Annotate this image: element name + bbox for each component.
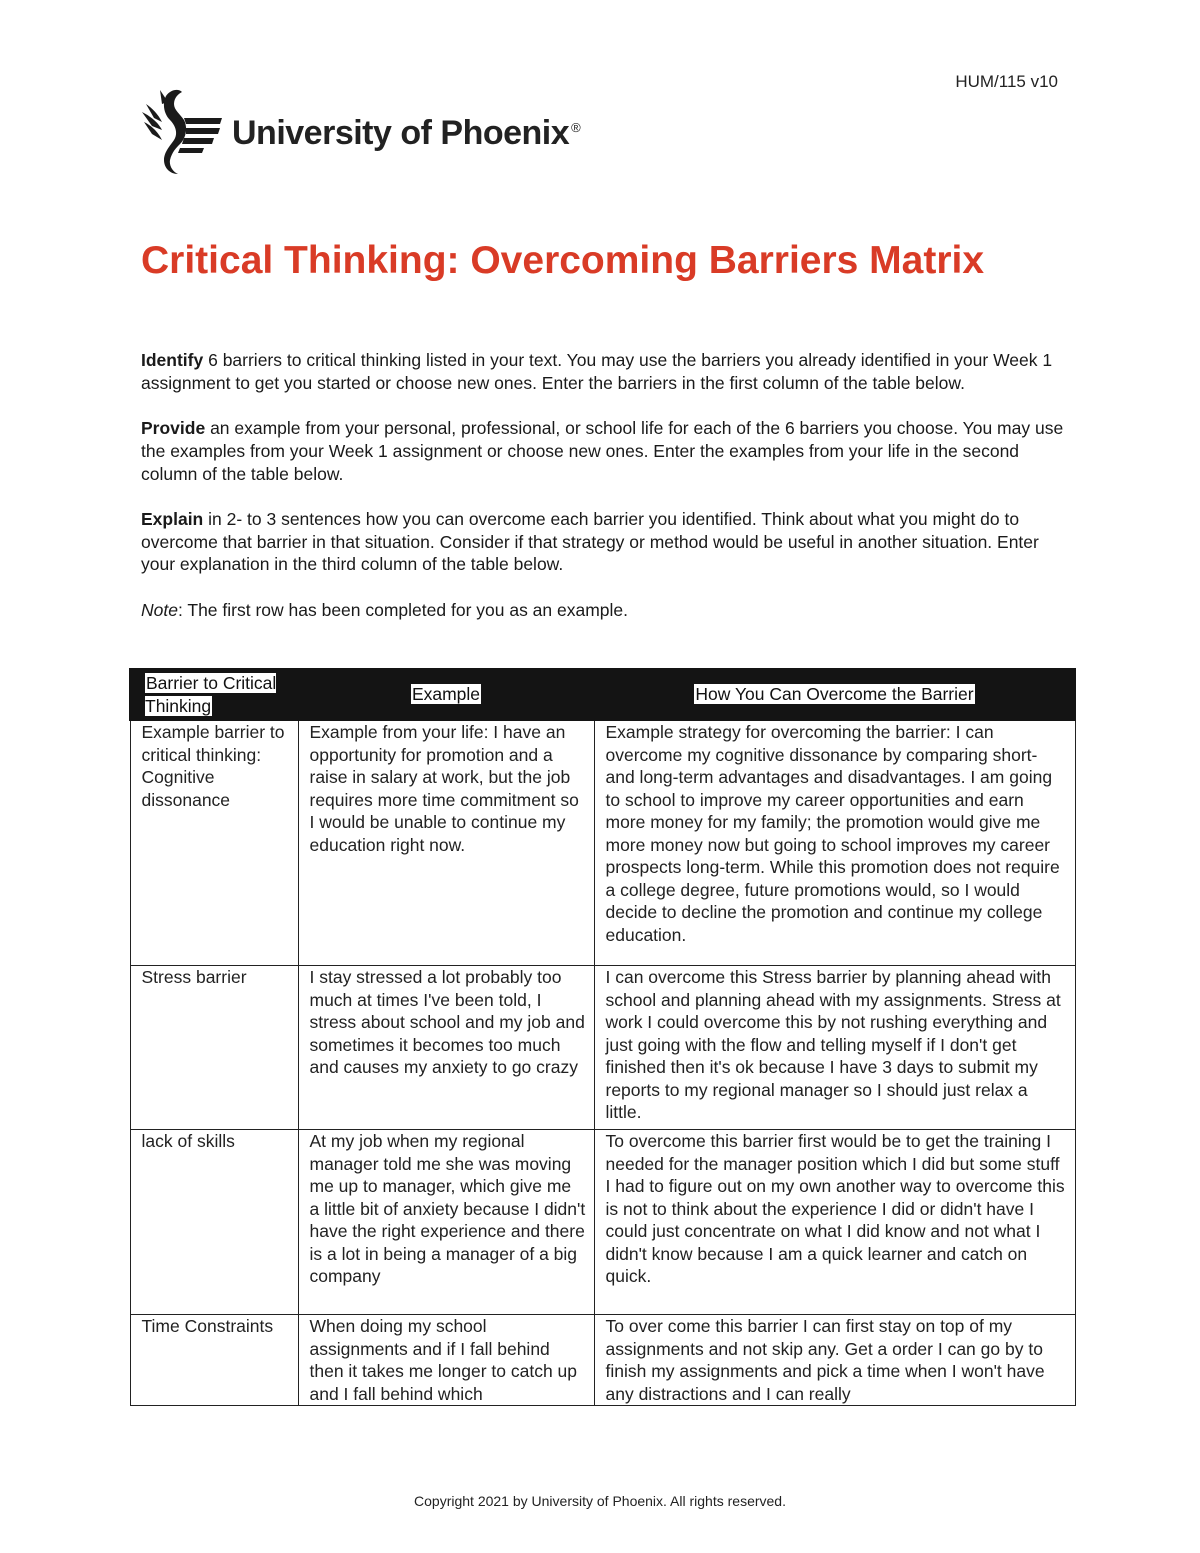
overcome-cell[interactable]: To overcome this barrier first would be to get the training I needed for the manager position which I did but some stuff I had to figure out on my own another way to overcome this is not to think about the experience I did or didn't have I could just concentrate on what I did know and not what I didn't know because I am a quick learner and catch on quick. [594,1130,1075,1315]
header-overcome: How You Can Overcome the Barrier [594,669,1075,720]
example-cell[interactable]: I stay stressed a lot probably too much at times I've been told, I stress about school and my job and sometimes it becomes too much and causes my anxiety to go crazy [298,966,594,1130]
table-row [130,1315,1075,1406]
header-example: Example [298,669,594,720]
table-header-row [130,669,1075,720]
instruction-note: Note: The first row has been completed for you as an example. [141,599,629,620]
course-code: HUM/115 v10 [955,72,1058,91]
instruction-explain: Explain in 2- to 3 sentences how you can overcome each barrier you identified. Think about what you might do to overcome that barrier in that situation. Consider if that strategy or method would be useful in another situation. Enter your explanation in the third column of the table below. [141,508,1039,575]
example-cell[interactable]: When doing my school assignments and if I fall behind then it takes me longer to catch up and I fall behind which [298,1315,594,1406]
barrier-cell[interactable]: Example barrier to critical thinking: Cognitive dissonance [130,720,298,966]
instructions [141,349,1066,644]
example-cell[interactable]: At my job when my regional manager told me she was moving me up to manager, which give me a little bit of anxiety because I didn't have the right experience and there is a lot in being a manager of a big company [298,1130,594,1315]
table-row [130,966,1075,1130]
header-barrier: Barrier to Critical Thinking [130,669,298,720]
instruction-provide: Provide an example from your personal, professional, or school life for each of the 6 barriers you choose. You may use the examples from your Week 1 assignment or choose new ones. Enter the examples from your life in the second column of the table below. [141,418,1064,484]
logo-wordmark: University of Phoenix ® [232,113,581,152]
barriers-matrix-table [129,668,1076,1406]
university-logo [140,82,580,178]
page-title: Critical Thinking: Overcoming Barriers Matrix [141,239,985,282]
table-row [130,1130,1075,1315]
barrier-cell[interactable]: Stress barrier [130,966,298,1130]
phoenix-bird-icon [140,82,224,178]
table-row [130,720,1075,966]
instruction-identify: Identify 6 barriers to critical thinking listed in your text. You may use the barriers you already identified in your Week 1 assignment to get you started or choose new ones. Enter the barriers in the first column of the table below. [141,350,1053,393]
barrier-cell[interactable]: Time Constraints [130,1315,298,1406]
overcome-cell[interactable]: I can overcome this Stress barrier by planning ahead with school and planning ahead with my assignments. Stress at work I could overcome this by not rushing everything and just going with the flow and telling myself if I don't get finished then it's ok because I have 3 days to submit my reports to my regional manager so I should just relax a little. [594,966,1075,1130]
overcome-cell[interactable]: Example strategy for overcoming the barrier: I can overcome my cognitive dissonance by comparing short- and long-term advantages and disadvantages. I am going to school to improve my career opportunities and earn more money for my family; the promotion would give me more money now but going to school improves my career prospects long-term. While this promotion does not require a college degree, future promotions would, so I would decide to decline the promotion and continue my college education. [594,720,1075,966]
overcome-cell[interactable]: To over come this barrier I can first stay on top of my assignments and not skip any. Get a order I can go by to finish my assignments and pick a time when I won't have any distractions and I can really [594,1315,1075,1406]
barrier-cell[interactable]: lack of skills [130,1130,298,1315]
example-cell[interactable]: Example from your life: I have an opportunity for promotion and a raise in salary at work, but the job requires more time commitment so I would be unable to continue my education right now. [298,720,594,966]
copyright-footer: Copyright 2021 by University of Phoenix. All rights reserved. [414,1493,786,1509]
